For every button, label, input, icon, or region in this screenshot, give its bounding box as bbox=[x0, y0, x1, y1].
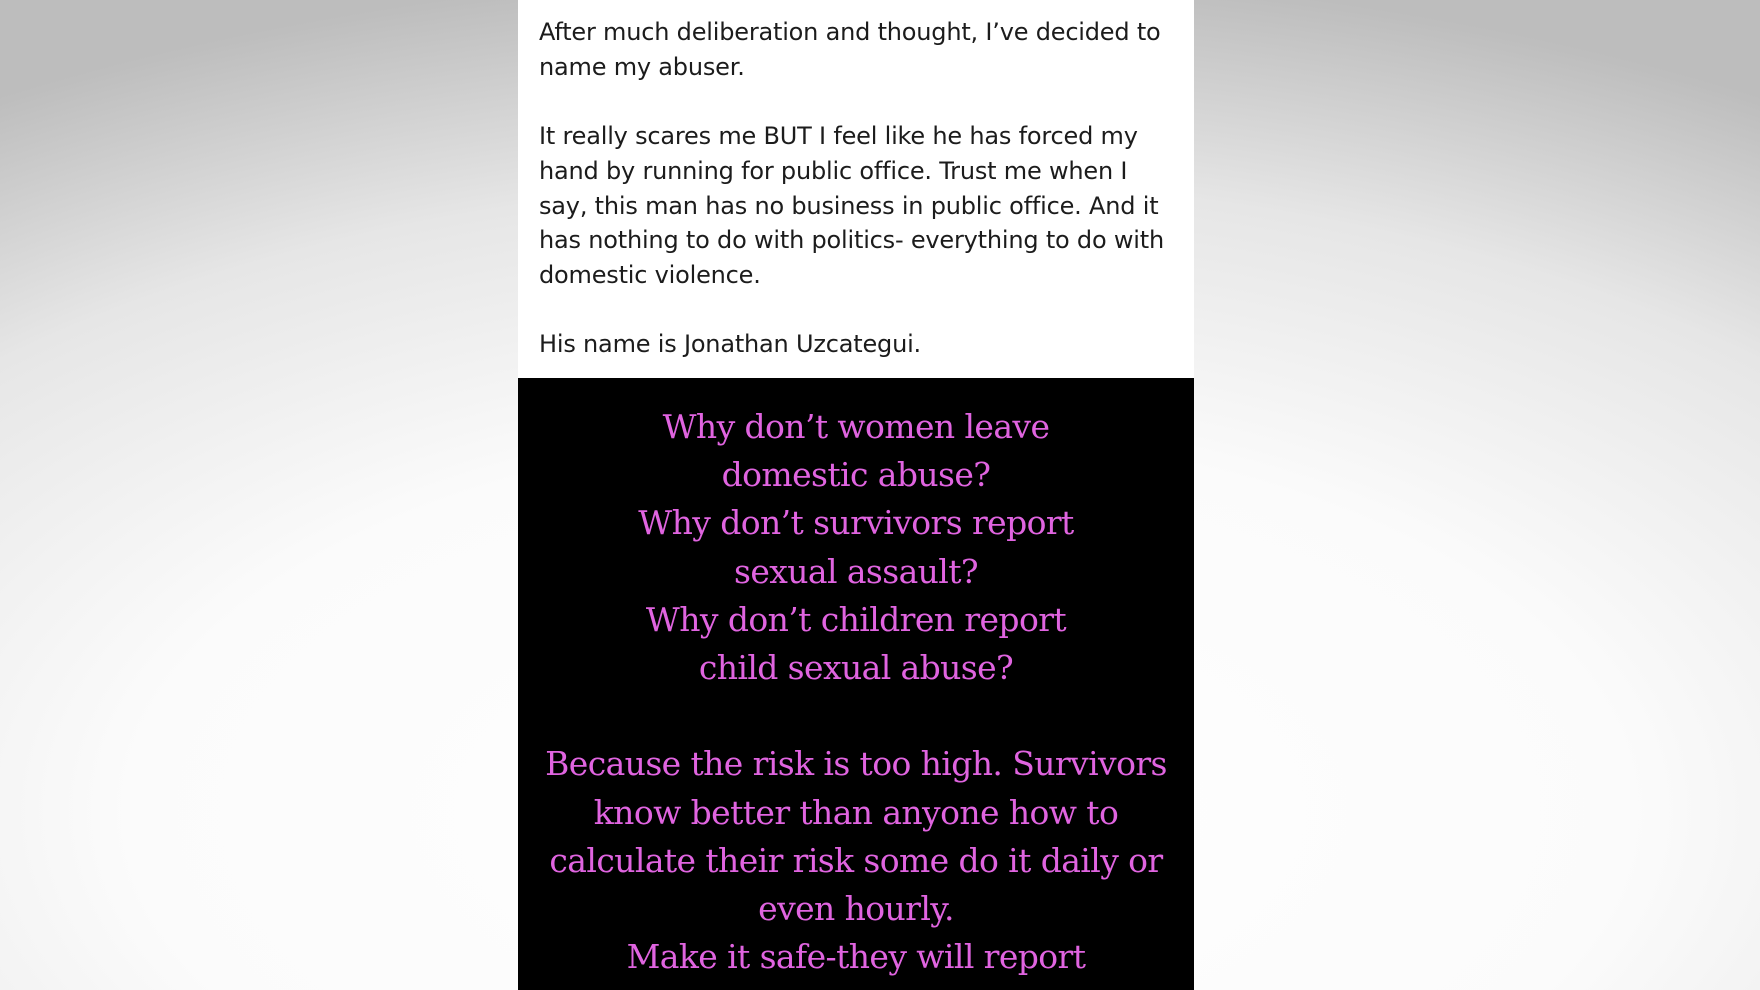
quote-spacer bbox=[518, 692, 1194, 740]
post-paragraph: His name is Jonathan Uzcategui. bbox=[539, 330, 921, 359]
quote-question-line: sexual assault? bbox=[733, 551, 979, 591]
quote-answer-line: know better than anyone how to bbox=[593, 792, 1119, 832]
post-card bbox=[518, 0, 1194, 990]
quote-question-line: Why don’t women leave bbox=[662, 407, 1050, 446]
quote-answer-line: Because the risk is too high. Survivors bbox=[545, 744, 1167, 784]
quote-question-line: child sexual abuse? bbox=[698, 648, 1014, 688]
quote-question-line: Why don’t children report bbox=[645, 599, 1067, 639]
quote-question-line: domestic abuse? bbox=[721, 455, 991, 495]
quote-answer-line: even hourly. bbox=[758, 889, 954, 929]
post-paragraph: It really scares me BUT I feel like he has forced my hand by running for public office. Trust me when I say, this man has no business in public office. And it has nothing to do with politics- everything to do with domestic violence. bbox=[539, 122, 1165, 289]
post-text bbox=[518, 0, 1194, 378]
quote-answer-line: calculate their risk some do it daily or bbox=[549, 840, 1163, 880]
quote-image bbox=[518, 378, 1194, 990]
quote-answer-line: Make it safe-they will report bbox=[626, 937, 1086, 977]
quote-question-line: Why don’t survivors report bbox=[638, 503, 1074, 543]
post-paragraph: After much deliberation and thought, I’ve decided to name my abuser. bbox=[539, 18, 1161, 81]
